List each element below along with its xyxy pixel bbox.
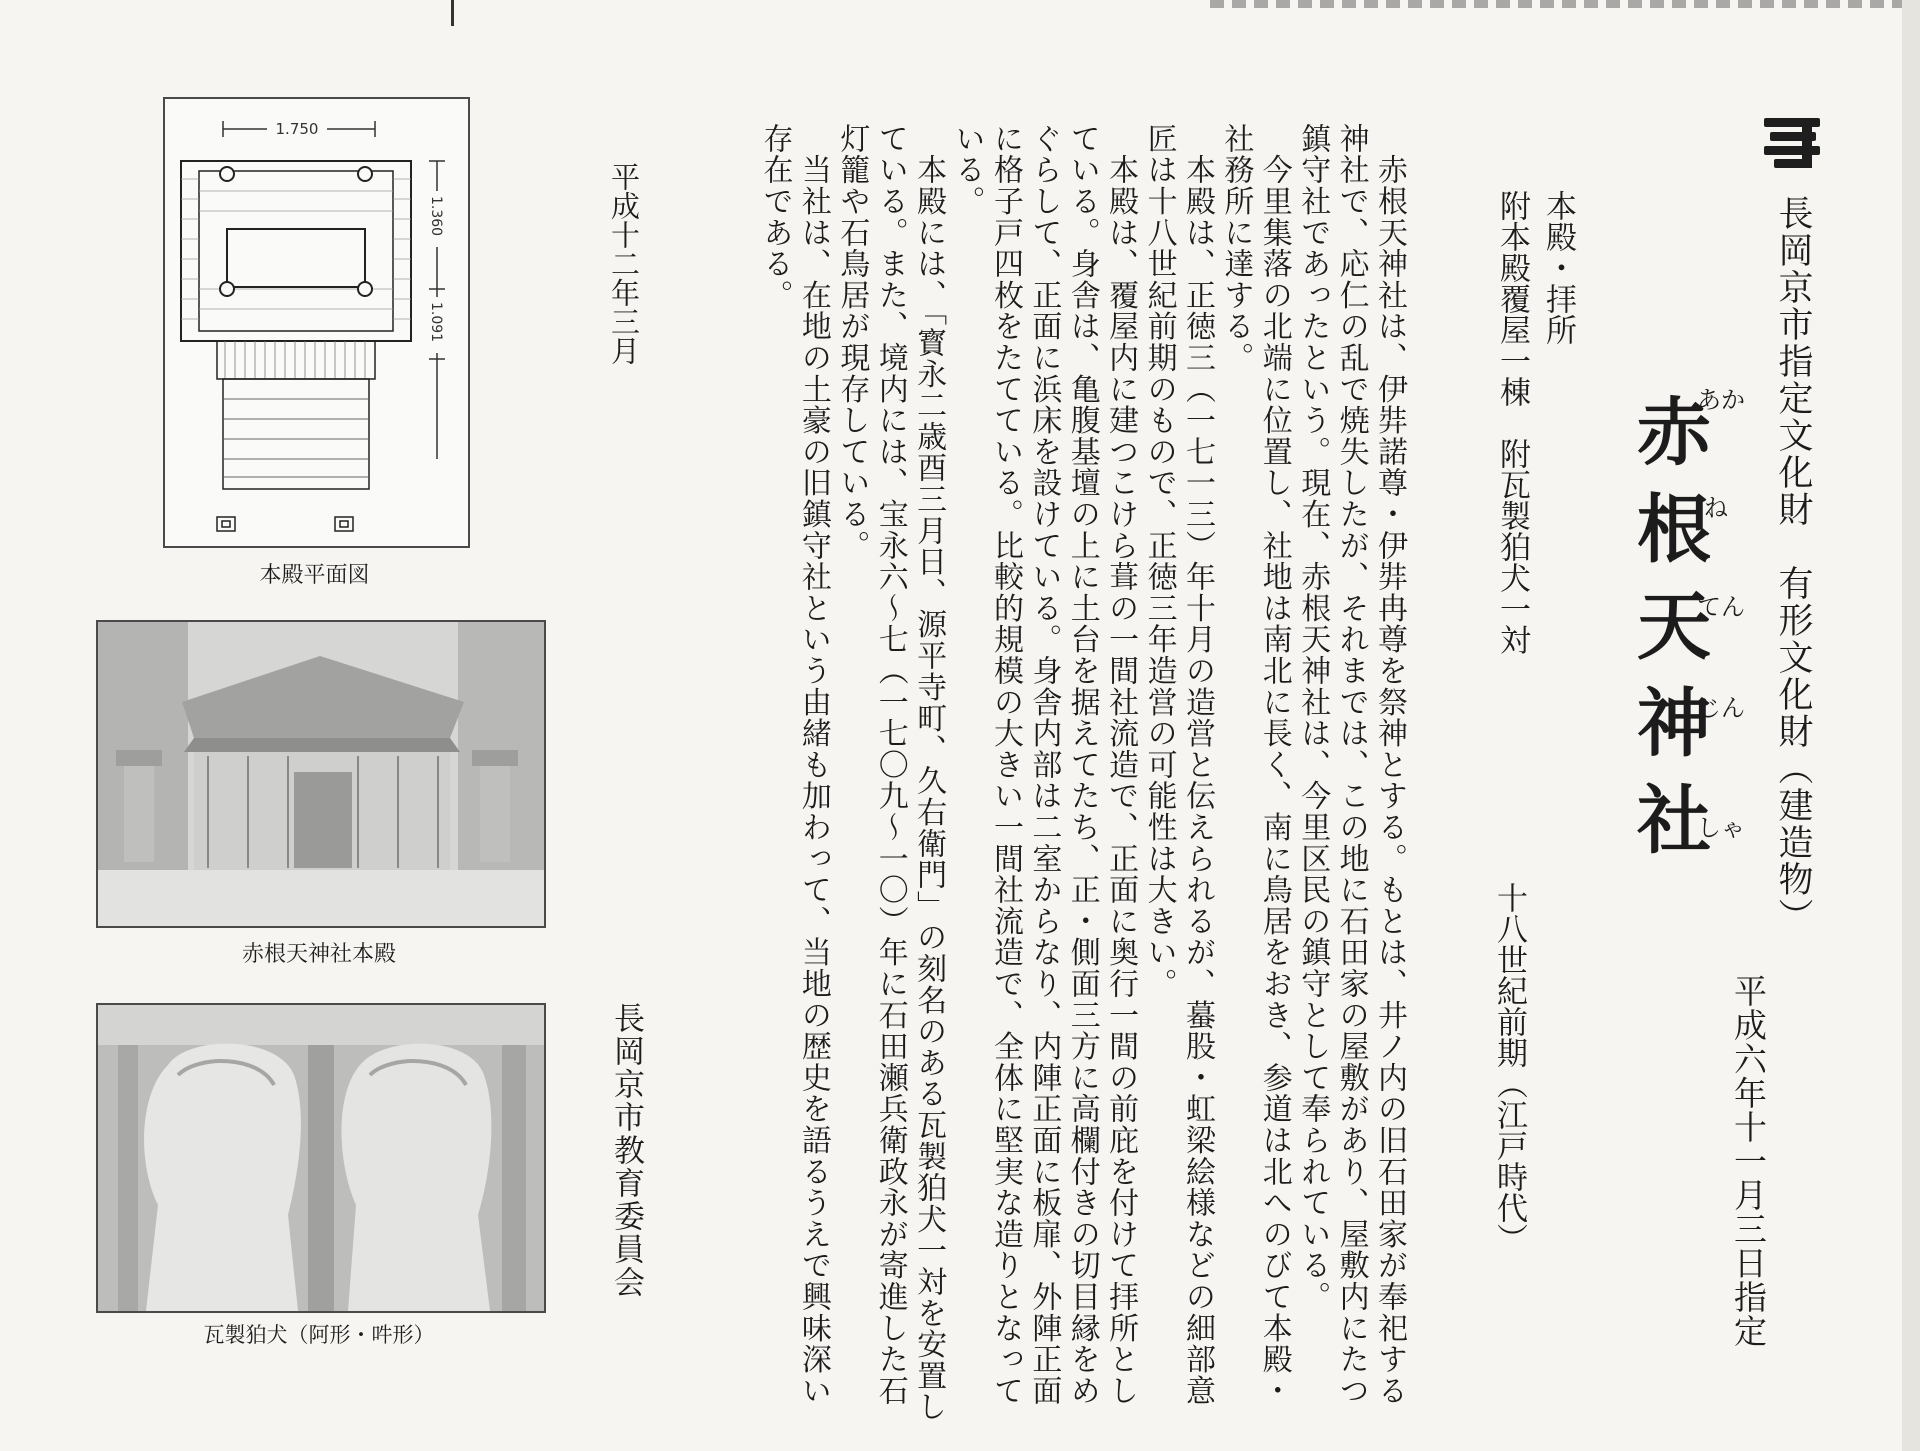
- shrine-photo: [96, 620, 546, 928]
- construction-period: 十八世紀前期（江戸時代）: [1491, 882, 1527, 1254]
- page-title: 赤根天神社: [1625, 393, 1711, 878]
- title-ruby: じん: [1697, 694, 1745, 722]
- title-ruby: てん: [1697, 593, 1745, 621]
- body-column: 匠は十八世紀前期のもので、正徳三年造営の可能性は大きい。: [1141, 123, 1177, 1000]
- body-column: 赤根天神社は、伊弉諾尊・伊弉冉尊を祭神とする。もとは、井ノ内の旧石田家が奉祀する: [1372, 123, 1407, 1407]
- floor-plan-drawing: [165, 99, 468, 546]
- plan-dim-depth-1: 1.360: [428, 196, 444, 237]
- body-column: ている。身舎は、亀腹基壇の上に土台を据えてたち、正・側面三方に高欄付きの切目縁をめ: [1064, 123, 1100, 1407]
- plan-dim-width: 1.750: [275, 120, 319, 138]
- body-column: に格子戸四枚をたてている。比較的規模の大きい一間社流造で、全体に堅実な造りとなって: [987, 123, 1023, 1407]
- body-column: 鎮守社であったという。現在、赤根天神社は、今里区民の鎮守として奉られている。: [1295, 123, 1331, 1313]
- body-column: 灯籠や石鳥居が現存している。: [834, 123, 870, 562]
- body-column: 本殿は、正徳三（一七一三）年十月の造営と伝えられるが、蟇股・虹梁絵様などの細部意: [1179, 123, 1215, 1407]
- shrine-photo-caption: 赤根天神社本殿: [241, 942, 396, 967]
- issue-date: 平成十二年三月: [607, 162, 641, 365]
- shrine-photo-image: [98, 622, 544, 926]
- edge-mark: [451, 0, 454, 26]
- floor-plan-figure: [163, 97, 470, 548]
- komainu-photo-image: [98, 1005, 544, 1311]
- body-column: 今里集落の北端に位置し、社地は南北に長く、南に鳥居をおき、参道は北へのびて本殿・: [1256, 123, 1292, 1407]
- floor-plan-caption: 本殿平面図: [259, 563, 370, 588]
- body-column: 当社は、在地の土豪の旧鎮守社という由緒も加わって、当地の歴史を語るうえで興味深い: [795, 123, 831, 1407]
- title-ruby: しゃ: [1697, 814, 1745, 842]
- designation-date: 平成六年十一月三日指定: [1729, 974, 1768, 1348]
- designated-object-appended: 附本殿覆屋一棟 附瓦製狛犬一対: [1494, 190, 1530, 655]
- designation-label: 長岡京市指定文化財 有形文化財（建造物）: [1773, 195, 1813, 935]
- title-ruby: あか: [1697, 386, 1745, 414]
- body-column: 本殿には、「寳永二歳酉三月日、源平寺町、久右衛門」の刻名のある瓦製狛犬一対を安置し: [911, 123, 947, 1423]
- plan-dim-depth-2: 1.091: [428, 302, 444, 343]
- designated-object-main: 本殿・拝所: [1540, 190, 1576, 345]
- body-column: 本殿は、覆屋内に建つこけら葺の一間社流造で、正面に奥行一間の前庇を付けて拝所とし: [1103, 123, 1139, 1407]
- page-edge: [1902, 0, 1920, 1451]
- body-column: ている。また、境内には、宝永六～七（一七〇九～一〇）年に石田瀬兵衛政永が寄進した石: [872, 123, 908, 1407]
- komainu-photo: [96, 1003, 546, 1313]
- body-column: 神社で、応仁の乱で焼失したが、それまでは、この地に石田家の屋敷があり、屋敷内にたつ: [1333, 123, 1369, 1407]
- body-column: 社務所に達する。: [1218, 123, 1254, 374]
- komainu-photo-caption: 瓦製狛犬（阿形・吽形）: [203, 1323, 435, 1347]
- title-ruby: ね: [1704, 494, 1728, 522]
- issuing-organization: 長岡京市教育委員会: [608, 1002, 644, 1299]
- body-column: ぐらして、正面に浜床を設けている。身舎内部は二室からなり、内陣正面に板扉、外陣正面: [1026, 123, 1062, 1407]
- body-column: いる。: [949, 123, 985, 217]
- city-emblem-icon: [1762, 116, 1822, 172]
- top-edge-marks: [1210, 0, 1910, 8]
- body-text: [648, 123, 1408, 1423]
- body-column: 存在である。: [757, 123, 793, 311]
